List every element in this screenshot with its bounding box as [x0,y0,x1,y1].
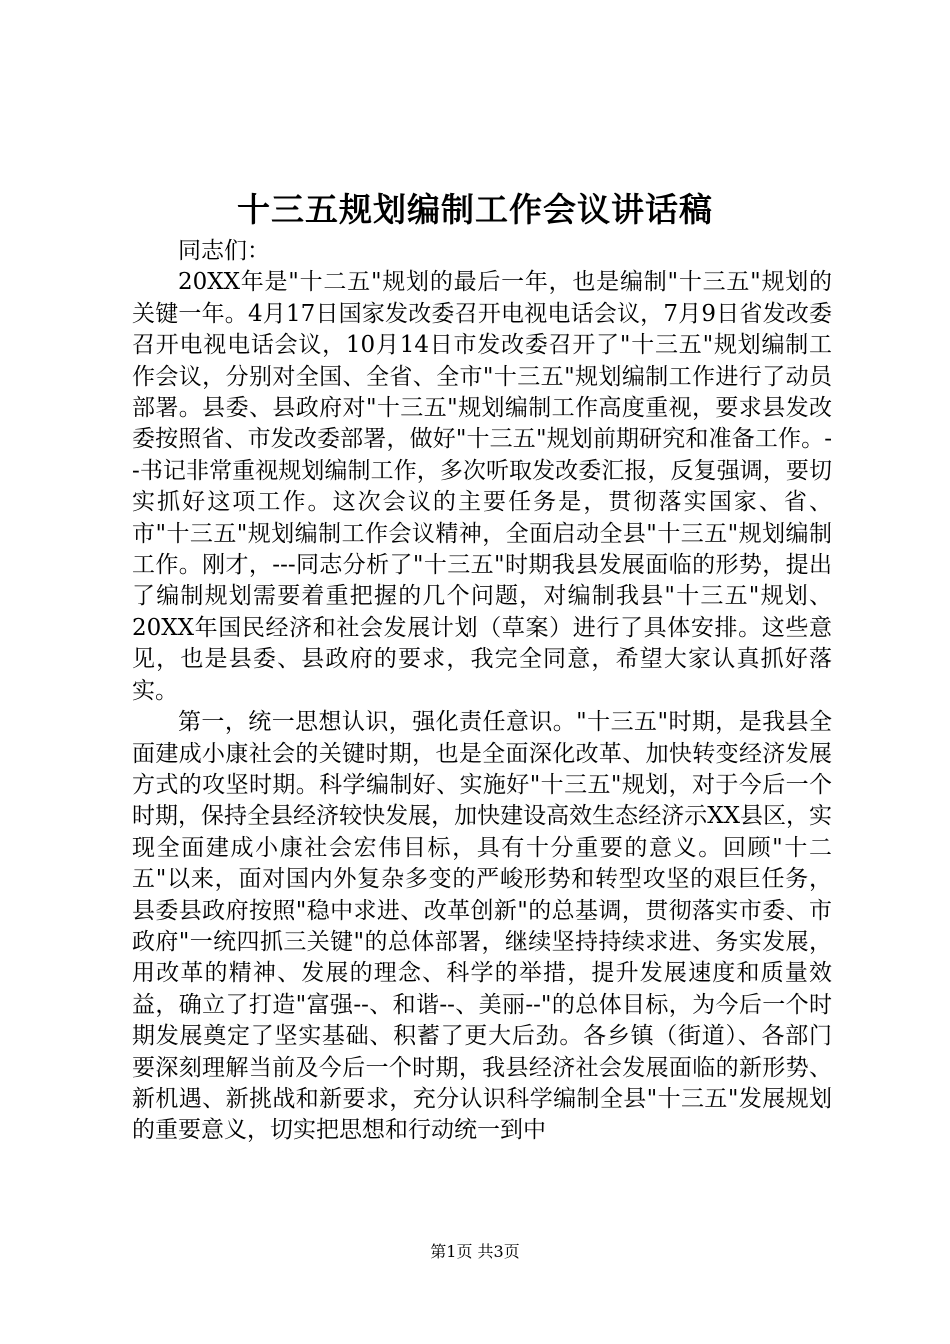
page-footer: 第1页 共3页 [430,1242,520,1261]
paragraph-2: 第一，统一思想认识，强化责任意识。"十三五"时期，是我县全面建成小康社会的关键时期，也是全面深化改革、加快转变经济发展方式的攻坚时期。科学编制好、实施好"十三五"规划，对于今后一个时期，保持全县经济较快发展，加快建设高效生态经济示XX县区，实现全面建成小康社会宏伟目标，具有十分重要的意义。回顾"十二五"以来，面对国内外复杂多变的严峻形势和转型攻坚的艰巨任务，县委县政府按照"稳中求进、改革创新"的总基调，贯彻落实市委、市政府"一统四抓三关键"的总体部署，继续坚持持续求进、务实发展，用改革的精神、发展的理念、科学的举措，提升发展速度和质量效益，确立了打造"富强--、和谐--、美丽--"的总体目标，为今后一个时期发展奠定了坚实基础、积蓄了更大后劲。各乡镇（街道）、各部门要深刻理解当前及今后一个时期，我县经济社会发展面临的新形势、新机遇、新挑战和新要求，充分认识科学编制全县"十三五"发展规划的重要意义，切实把思想和行动统一到中 [132,709,832,1144]
paragraph-1: 20XX年是"十二五"规划的最后一年，也是编制"十三五"规划的关键一年。4月17日国家发改委召开电视电话会议，7月9日省发改委召开电视电话会议，10月14日市发改委召开了"十三五"规划编制工作会议，分别对全国、全省、全市"十三五"规划编制工作进行了动员部署。县委、县政府对"十三五"规划编制工作高度重视，要求县发改委按照省、市发改委部署，做好"十三五"规划前期研究和准备工作。--书记非常重视规划编制工作，多次听取发改委汇报，反复强调，要切实抓好这项工作。这次会议的主要任务是，贯彻落实国家、省、市"十三五"规划编制工作会议精神，全面启动全县"十三五"规划编制工作。刚才，---同志分析了"十三五"时期我县发展面临的形势，提出了编制规划需要着重把握的几个问题，对编制我县"十三五"规划、20XX年国民经济和社会发展计划（草案）进行了具体安排。这些意见，也是县委、县政府的要求，我完全同意，希望大家认真抓好落实。 [132,269,832,704]
salutation: 同志们： [178,238,270,264]
document-body [132,236,832,1147]
document-title: 十三五规划编制工作会议讲话稿 [237,190,713,229]
